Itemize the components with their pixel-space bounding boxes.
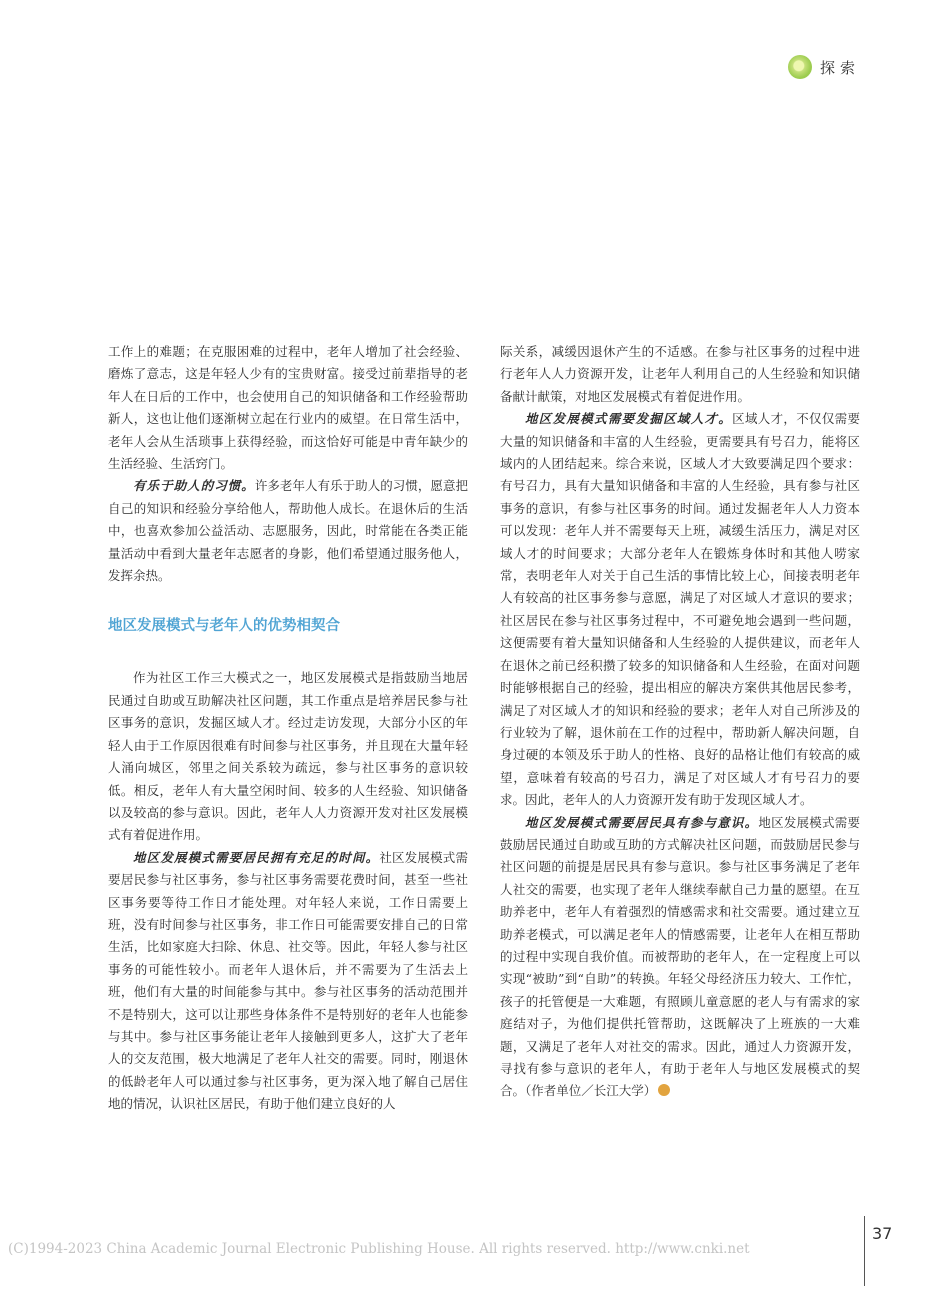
paragraph-body: 地区发展模式需要鼓励居民通过自助或互助的方式解决社区问题，而鼓励居民参与社区问题的前提是居民具有参与意识。参与社区事务满足了老年人社交的需要，也实现了老年人继续奉献自己力量的愿望。在互助养老中，老年人有着强烈的情感需求和社交需要。通过建立互助养老模式，可以满足老年人的情感需要，让老年人在相互帮助的过程中实现自我价值。而被帮助的老年人，在一定程度上可以实现“被助”到“自助”的转换。年轻父母经济压力较大、工作忙，孩子的托管便是一大难题，有照顾儿童意愿的老人与有需求的家庭结对子，为他们提供托管帮助，这既解决了上班族的一大难题，又满足了老年人对社交的需求。因此，通过人力资源开发，寻找有参与意识的老年人，有助于老年人与地区发展模式的契合。 (500, 814, 860, 1099)
paragraph-body: 许多老年人有乐于助人的习惯，愿意把自己的知识和经验分享给他人，帮助他人成长。在退休后的生活中，也喜欢参加公益活动、志愿服务，因此，时常能在各类正能量活动中看到大量老年志愿者的身影，他们希望通过服务他人，发挥余热。 (108, 478, 468, 584)
right-column (500, 341, 860, 1103)
paragraph: 工作上的难题；在克服困难的过程中，老年人增加了社会经验、磨炼了意志，这是年轻人少有的宝贵财富。接受过前辈指导的老年人在日后的工作中，也会使用自己的知识储备和工作经验帮助新人，这也让他们逐渐树立起在行业内的威望。在日常生活中，老年人会从生活琐事上获得经验，而这恰好可能是中青年缺少的生活经验、生活窍门。 (108, 344, 468, 472)
author-affiliation: （作者单位／长江大学） (525, 1083, 657, 1099)
left-column (108, 341, 468, 1116)
section-heading: 地区发展模式与老年人的优势相契合 (108, 618, 340, 635)
paragraph: 作为社区工作三大模式之一，地区发展模式是指鼓励当地居民通过自助或互助解决社区问题，其工作重点是培养居民参与社区事务的意识，发掘区域人才。经过走访发现，大部分小区的年轻人由于工作原因很难有时间参与社区事务，并且现在大量年轻人涌向城区，邻里之间关系较为疏远，参与社区事务的意识较低。相反，老年人有大量空闲时间、较多的人生经验、知识储备以及较高的参与意识。因此，老年人人力资源开发对社区发展模式有着促进作用。 (108, 670, 468, 843)
page-number: 37 (872, 1224, 893, 1243)
run-in-heading: 有乐于助人的习惯。 (133, 478, 255, 494)
paragraph (108, 475, 468, 587)
run-in-heading: 地区发展模式需要居民具有参与意识。 (525, 814, 759, 830)
paragraph (500, 408, 860, 811)
section-circle-icon (788, 55, 812, 79)
section-tag (788, 52, 860, 82)
section-label: 探索 (820, 58, 861, 77)
paragraph: 际关系，减缓因退休产生的不适感。在参与社区事务的过程中进行老年人人力资源开发，让老年人利用自己的人生经验和知识储备献计献策，对地区发展模式有着促进作用。 (500, 344, 860, 404)
copyright-notice: (C)1994-2023 China Academic Journal Electronic Publishing House. All rights reserved. http://www.cnki.net (8, 1241, 750, 1257)
paragraph (500, 812, 860, 1103)
paragraph-body: 社区发展模式需要居民参与社区事务，参与社区事务需要花费时间，甚至一些社区事务要等待工作日才能处理。对年轻人来说，工作日需要上班，没有时间参与社区事务，非工作日可能需要安排自己的日常生活，比如家庭大扫除、休息、社交等。因此，年轻人参与社区事务的可能性较小。而老年人退休后，并不需要为了生活去上班，他们有大量的时间能参与其中。参与社区事务的活动范围并不是特别大，这可以让那些身体条件不是特别好的老年人也能参与其中。参与社区事务能让老年人接触到更多人，这扩大了老年人的交友范围，极大地满足了老年人社交的需要。同时，刚退休的低龄老年人可以通过参与社区事务，更为深入地了解自己居住地的情况，认识社区居民，有助于他们建立良好的人 (108, 849, 468, 1112)
run-in-heading: 地区发展模式需要发掘区域人才。 (525, 411, 733, 427)
footer-divider (864, 1216, 865, 1286)
paragraph-body: 区域人才，不仅仅需要大量的知识储备和丰富的人生经验，更需要具有号召力，能将区域内的人团结起来。综合来说，区域人才大致要满足四个要求：有号召力，具有大量知识储备和丰富的人生经验，具有参与社区事务的意识，有参与社区事务的时间。通过发掘老年人人力资本可以发现：老年人并不需要每天上班，减缓生活压力，满足对区域人才的时间要求；大部分老年人在锻炼身体时和其他人唠家常，表明老年人对关于自己生活的事情比较上心，间接表明老年人有较高的社区事务参与意愿，满足了对区域人才意识的要求；社区居民在参与社区事务过程中，不可避免地会遇到一些问题，这便需要有着大量知识储备和人生经验的人提供建议，而老年人在退休之前已经积攒了较多的知识储备和人生经验，在面对问题时能够根据自己的经验，提出相应的解决方案供其他居民参考，满足了对区域人才的知识和经验的要求；老年人对自己所涉及的行业较为了解，退休前在工作的过程中，帮助新人解决问题，自身过硬的本领及乐于助人的性格、良好的品格让他们有较高的威望，意味着有较高的号召力，满足了对区域人才有号召力的要求。因此，老年人的人力资源开发有助于发现区域人才。 (500, 411, 860, 808)
run-in-heading: 地区发展模式需要居民拥有充足的时间。 (133, 849, 380, 865)
article-end-icon (658, 1084, 670, 1096)
paragraph (108, 847, 468, 1116)
